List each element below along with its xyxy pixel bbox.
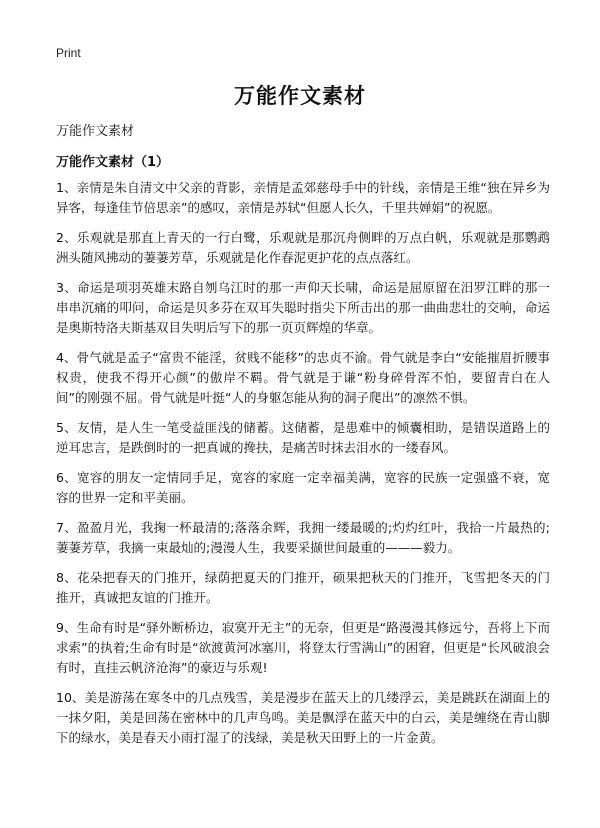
paragraph-9: 9、生命有时是“驿外断桥边，寂寞开无主”的无奈，但更是“路漫漫其修远兮，吾将上下而求索”的执着;生命有时是“欲渡黄河冰塞川，将登太行雪满山”的困窘，但更是“长风破浪会有时，直挂云帆济沧海”的豪迈与乐观! — [56, 620, 550, 675]
paragraph-10: 10、美是游荡在寒冬中的几点残雪，美是漫步在蓝天上的几缕浮云，美是跳跃在湖面上的一抹夕阳，美是回荡在密林中的几声鸟鸣。美是飘浮在蓝天中的白云，美是缠绕在青山脚下的绿水，美是春天小雨打湿了的浅绿，美是秋天田野上的一片金黄。 — [56, 690, 550, 745]
paragraph-6: 6、宽容的朋友一定情同手足，宽容的家庭一定幸福美满，宽容的民族一定强盛不衰，宽容的世界一定和平美丽。 — [56, 470, 550, 505]
paragraph-7: 7、盈盈月光，我掬一杯最清的;落落余辉，我拥一缕最暖的;灼灼红叶，我拾一片最热的;萋萋芳草，我摘一束最灿的;漫漫人生，我要采撷世间最重的———毅力。 — [56, 520, 550, 555]
paragraph-4: 4、骨气就是孟子“富贵不能淫，贫贱不能移”的忠贞不渝。骨气就是李白“安能摧眉折腰事权贵，使我不得开心颜”的傲岸不羁。骨气就是于谦“粉身碎骨浑不怕，要留青白在人间”的刚强不屈。骨气就是叶挺“人的身躯怎能从狗的洞子爬出”的凛然不惧。 — [56, 350, 550, 405]
paragraph-1: 1、亲情是朱自清文中父亲的背影，亲情是孟郊慈母手中的针线，亲情是王维“独在异乡为异客，每逢佳节倍思亲”的感叹，亲情是苏轼“但愿人长久，千里共婵娟”的祝愿。 — [56, 180, 550, 215]
print-link[interactable]: Print — [56, 46, 81, 60]
paragraph-5: 5、友情，是人生一笔受益匪浅的储蓄。这储蓄，是患难中的倾囊相助，是错误道路上的逆耳忠言，是跌倒时的一把真诚的搀扶，是痛苦时抹去泪水的一缕春风。 — [56, 420, 550, 455]
document-subtitle: 万能作文素材 — [56, 124, 135, 139]
paragraph-3: 3、命运是项羽英雄末路自刎乌江时的那一声仰天长啸，命运是屈原留在汨罗江畔的那一串串沉痛的叩问，命运是贝多芬在双耳失聪时指尖下所击出的那一曲曲悲壮的交响，命运是奥斯特洛夫斯基双目失明后写下的那一页页辉煌的华章。 — [56, 280, 550, 335]
paragraph-2: 2、乐观就是那直上青天的一行白鹭，乐观就是那沉舟侧畔的万点白帆，乐观就是那鹦鹉洲头随风拂动的萋萋芳草，乐观就是化作春泥更护花的点点落红。 — [56, 230, 550, 265]
document-title: 万能作文素材 — [234, 84, 366, 108]
paragraph-8: 8、花朵把春天的门推开，绿荫把夏天的门推开，硕果把秋天的门推开，飞雪把冬天的门推开，真诚把友谊的门推开。 — [56, 570, 550, 605]
article-body — [56, 178, 550, 758]
section-heading: 万能作文素材（1） — [56, 155, 170, 170]
